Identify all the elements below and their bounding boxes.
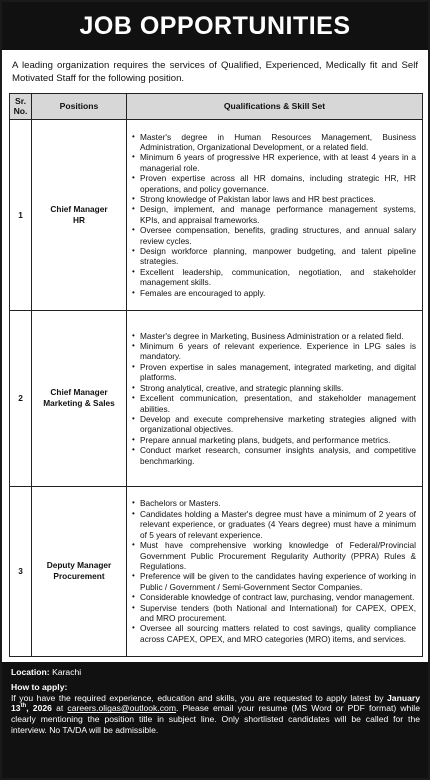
list-item: • Proven expertise in sales management, integrated marketing, and digital platforms.: [131, 362, 416, 383]
position-title: Chief Manager: [50, 203, 108, 214]
intro-text: A leading organization requires the services of Qualified, Experienced, Medically fit and Self Motivated Staff for the following position.: [12, 60, 418, 84]
list-item: • Prepare annual marketing plans, budgets, and performance metrics.: [131, 435, 416, 445]
position-subtitle: Marketing & Sales: [43, 398, 115, 409]
qualification-list: [131, 331, 416, 466]
table-header-row: [10, 94, 423, 120]
qualifications-cell: [127, 310, 423, 486]
header-qualifications: Qualifications & Skill Set: [127, 94, 423, 120]
list-item: • Excellent leadership, communication, negotiation, and stakeholder management skills.: [131, 267, 416, 288]
location-line: [11, 667, 420, 678]
table-row: [10, 310, 423, 486]
header-positions: Positions: [32, 94, 127, 120]
list-item: • Design, implement, and manage performance management systems, KPIs, and appraisal frameworks.: [131, 204, 416, 225]
deadline-suffix: th: [20, 703, 27, 710]
apply-text-intro: If you have the required experience, education and skills, you are requested to apply latest by: [11, 692, 384, 703]
list-item: • Supervise tenders (both National and International) for CAPEX, OPEX, and MRO procurement.: [131, 603, 416, 624]
header-sr-no: Sr. No.: [10, 94, 32, 120]
list-item: • Females are encouraged to apply.: [131, 288, 416, 298]
page-title: JOB OPPORTUNITIES: [2, 2, 428, 50]
how-to-apply-heading: How to apply:: [11, 681, 68, 692]
email-link[interactable]: careers.oligas@outlook.com: [67, 703, 176, 714]
list-item: • Oversee compensation, benefits, grading structures, and annual salary review cycles.: [131, 225, 416, 246]
list-item: • Strong knowledge of Pakistan labor laws and HR best practices.: [131, 194, 416, 204]
list-item: • Proven expertise across all HR domains, including strategic HR, HR operations, and policy governance.: [131, 173, 416, 194]
application-footer: [2, 662, 428, 778]
position-cell: [32, 486, 127, 656]
qualifications-cell: [127, 119, 423, 310]
list-item: • Design workforce planning, manpower budgeting, and talent pipeline strategies.: [131, 246, 416, 267]
qualification-list: [131, 498, 416, 644]
qualification-list: [131, 132, 416, 299]
list-item: • Candidates holding a Master's degree must have a minimum of 2 years of relevant experience, or graduates (4 Years degree) must have a minimum of 5 years of relevant experience.: [131, 509, 416, 540]
list-item: • Strong analytical, creative, and strategic planning skills.: [131, 383, 416, 393]
location-label: Location:: [11, 667, 50, 677]
application-instructions: [11, 693, 420, 736]
list-item: • Bachelors or Masters.: [131, 498, 416, 508]
location-value: Karachi: [52, 667, 82, 677]
position-title: Deputy Manager: [46, 560, 112, 571]
table-row: [10, 119, 423, 310]
position-subtitle: HR: [73, 214, 85, 225]
list-item: • Minimum 6 years of progressive HR experience, with at least 4 years in a managerial role.: [131, 152, 416, 173]
deadline-year: , 2026: [26, 703, 52, 714]
deadline-day: January 13: [11, 692, 420, 714]
positions-table: [9, 93, 423, 657]
list-item: • Must have comprehensive working knowledge of Federal/Provincial Government Public Procurement Regularity Authority (PPRA) Rules & Regulations.: [131, 540, 416, 571]
qualifications-cell: [127, 486, 423, 656]
list-item: • Develop and execute comprehensive marketing strategies aligned with organizational objectives.: [131, 414, 416, 435]
position-cell: [32, 119, 127, 310]
list-item: • Considerable knowledge of contract law, purchasing, vendor management.: [131, 592, 416, 602]
list-item: • Master's degree in Marketing, Business Administration or a related field.: [131, 331, 416, 341]
apply-text-at: at: [56, 703, 64, 714]
apply-text-details: . Please email your resume (MS Word or PDF format) while clearly mentioning the position title in subject line. Only shortlisted candidates will be called for the interview. No TA/DA will be admissible.: [11, 703, 420, 735]
position-title: Chief Manager: [50, 387, 108, 398]
row-number: 3: [10, 486, 32, 656]
position-cell: [32, 310, 127, 486]
row-number: 1: [10, 119, 32, 310]
position-subtitle: Procurement: [53, 571, 105, 582]
list-item: • Master's degree in Human Resources Management, Business Administration, Organizational Development, or a related field.: [131, 132, 416, 153]
list-item: • Minimum 6 years of relevant experience. Experience in LPG sales is mandatory.: [131, 341, 416, 362]
row-number: 2: [10, 310, 32, 486]
list-item: • Conduct market research, consumer insights analysis, and competitive benchmarking.: [131, 445, 416, 466]
list-item: • Preference will be given to the candidates having experience of working in Public / Government / Semi-Government Sector Companies.: [131, 571, 416, 592]
list-item: • Excellent communication, presentation, and stakeholder management abilities.: [131, 393, 416, 414]
table-row: [10, 486, 423, 656]
list-item: • Oversee all sourcing matters related to cost savings, quality compliance across CAPEX, OPEX, and MRO categories (MRO) items, and services.: [131, 623, 416, 644]
